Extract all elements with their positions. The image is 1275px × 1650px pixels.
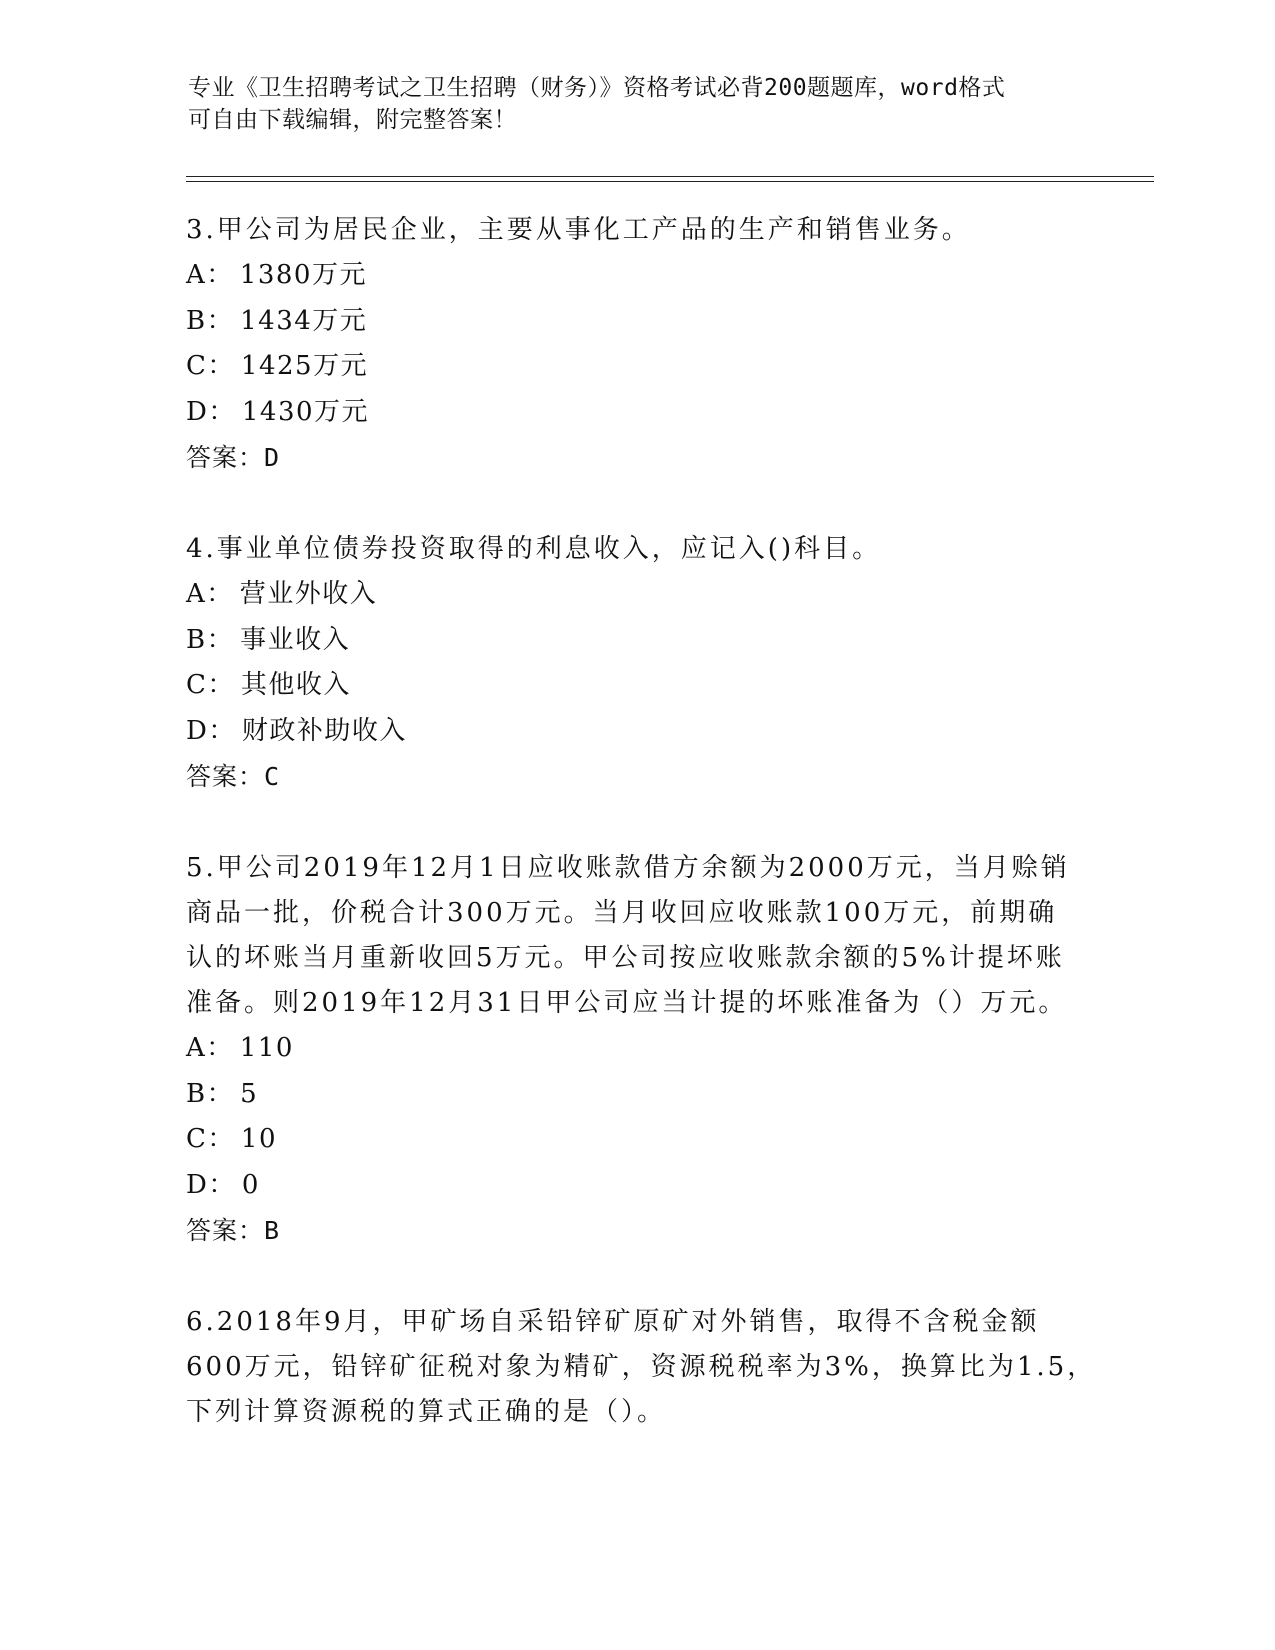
question-4: [186, 527, 1086, 800]
option-text: 1425万元: [240, 351, 369, 381]
question-stem-line-2: 商品一批，价税合计300万元。当月收回应收账款100万元，前期确: [186, 898, 1058, 928]
header-title-line-1: 专业《卫生招聘考试之卫生招聘（财务）》资格考试必背200题题库，word格式: [188, 75, 1006, 101]
question-6: [186, 1300, 1097, 1435]
option-key: A：: [186, 260, 234, 290]
answer-line: [186, 754, 1086, 800]
option-text: 110: [239, 1033, 294, 1063]
option-text: 事业收入: [240, 624, 351, 655]
option-key: D：: [186, 1169, 236, 1200]
answer-value: D: [264, 443, 281, 472]
document-header: [188, 72, 1088, 136]
question-stem: 3.甲公司为居民企业，主要从事化工产品的生产和销售业务。: [186, 215, 971, 245]
option-d: [186, 1163, 1086, 1209]
question-stem-line-3: 下列计算资源税的算式正确的是（）。: [186, 1397, 667, 1427]
option-key: B：: [186, 305, 235, 336]
option-key: B：: [186, 1078, 235, 1109]
option-key: C：: [186, 670, 235, 700]
option-key: D：: [186, 396, 236, 427]
option-text: 营业外收入: [239, 579, 378, 609]
option-text: 10: [240, 1124, 277, 1154]
option-c: [186, 1117, 1086, 1163]
option-d: [186, 390, 1086, 436]
answer-line: [186, 1208, 1086, 1254]
option-a: [186, 1026, 1086, 1072]
answer-label: 答案：: [186, 443, 265, 472]
header-divider-bottom: [186, 181, 1154, 182]
option-c: [186, 663, 1086, 709]
header-divider-top: [186, 176, 1154, 177]
answer-line: [186, 435, 1086, 481]
question-stem: 4.事业单位债券投资取得的利息收入，应记入()科目。: [186, 534, 882, 564]
question-stem-line-3: 认的坏账当月重新收回5万元。甲公司按应收账款余额的5%计提坏账: [186, 943, 1065, 973]
option-key: A：: [186, 579, 234, 609]
question-stem-line-1: 6.2018年9月，甲矿场自采铅锌矿原矿对外销售，取得不含税金额: [186, 1307, 1040, 1337]
option-key: C：: [186, 1124, 235, 1154]
option-text: 1430万元: [241, 396, 370, 427]
option-text: 财政补助收入: [241, 715, 407, 746]
option-d: [186, 709, 1086, 755]
question-stem-line-1: 5.甲公司2019年12月1日应收账款借方余额为2000万元，当月赊销: [186, 853, 1070, 883]
option-a: [186, 572, 1086, 618]
answer-value: B: [264, 1216, 281, 1245]
answer-label: 答案：: [186, 762, 265, 791]
option-b: [186, 1072, 1086, 1118]
option-text: 1380万元: [239, 260, 367, 290]
option-c: [186, 344, 1086, 390]
answer-value: C: [264, 762, 281, 791]
option-a: [186, 253, 1086, 299]
question-stem-line-4: 准备。则2019年12月31日甲公司应当计提的坏账准备为（）万元。: [186, 988, 1068, 1018]
option-key: B：: [186, 624, 235, 655]
question-stem-line-2: 600万元，铅锌矿征税对象为精矿，资源税税率为3%，换算比为1.5，: [186, 1352, 1097, 1382]
question-5: [186, 846, 1086, 1254]
option-b: [186, 618, 1086, 664]
question-list: [186, 208, 1097, 1481]
option-b: [186, 299, 1086, 345]
option-text: 5: [240, 1078, 259, 1109]
option-text: 1434万元: [240, 305, 368, 336]
question-3: [186, 208, 1086, 481]
option-key: C：: [186, 351, 235, 381]
header-title-line-2: 可自由下载编辑，附完整答案！: [188, 107, 517, 133]
option-key: D：: [186, 715, 236, 746]
option-text: 0: [241, 1169, 260, 1200]
option-key: A：: [186, 1033, 234, 1063]
option-text: 其他收入: [240, 670, 351, 700]
answer-label: 答案：: [186, 1216, 265, 1245]
